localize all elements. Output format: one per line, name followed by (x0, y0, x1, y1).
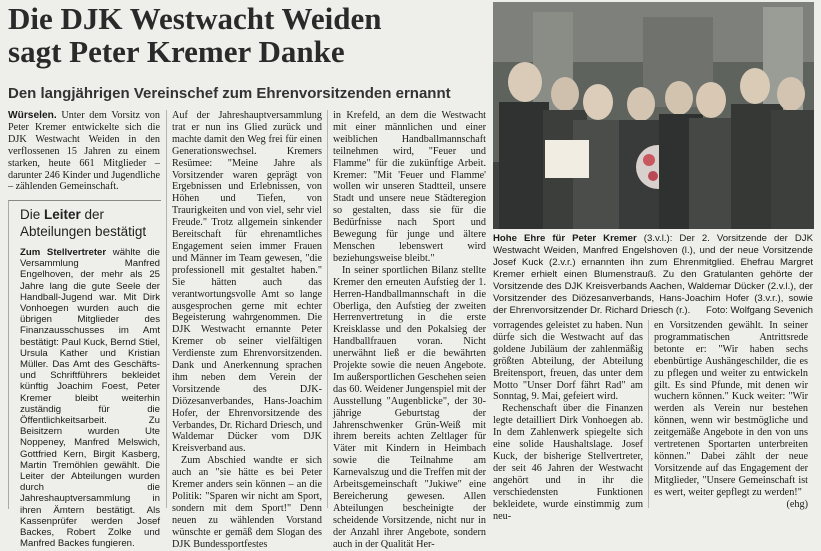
caption-bold: Hohe Ehre für Peter Kremer (493, 233, 637, 244)
paragraph: Rechenschaft über die Finanzen legte detailliert Dirk Vonhoegen ab. In dem Zahlenwerk spiegelte sich eine solide Haushaltslage. Josef Kuck, der bisherige Stellvertreter, der seit 46 Jahren der Westwacht angehört und in ihr die verschiedensten Funktionen bekleidete, wurde einstimmig zum neu- (493, 403, 643, 522)
intro-text: Unter dem Vorsitz von Peter Kremer entwickelte sich die DJK Westwacht Weiden in den verflossenen 15 Jahren zu einem starken, heute 661 Mitglieder – darunter 246 Kinder und Jugendliche – zählenden Gemeinschaft. (8, 110, 160, 193)
paragraph: In seiner sportlichen Bilanz stellte Kremer den erneuten Aufstieg der 1. Herren-Handballmannschaft in die Oberliga, den Aufstieg der zweiten Herrenvertretung in die erste Kreisklasse und den Pokalsieg der Handballfrauen voran. Nicht unerwähnt ließ er die bewährten Projekte sowie die neuen Angebote. Im außersportlichen Geschehen seien das 60. Weidener Jungenspiel mit der Ausstellung "Augenblicke", der 30-jährige Geburtstag der Jahrenschwenker Grün-Weiß mit ihrem bereits achten Zeltlager für Väter mit Kindern in Heimbach sowie die Teilnahme am Karnevalszug und die Treffen mit der Arbeitsgemeinschaft "Jukiwe" eine Bereicherung gewesen. Allen Abteilungen bescheinigte der scheidende Vorsitzende, nicht nur in der Anzahl ihrer Angebote, sondern auch in der Qualität Her- (333, 264, 486, 550)
article-column-3 (333, 110, 486, 550)
dateline: Würselen. (8, 110, 57, 121)
infobox-paragraph (20, 247, 160, 549)
subheadline-bold: Ehrenvorsitzenden (256, 85, 392, 102)
infobox-heading (20, 206, 160, 240)
infobox-heading-before: Die (20, 207, 45, 222)
column-divider (327, 110, 328, 508)
article-column-4 (493, 320, 643, 522)
infobox-text (20, 247, 161, 550)
subheadline-tail: ernannt (391, 85, 451, 102)
headline (8, 2, 478, 68)
article-column-1 (8, 110, 160, 196)
infobox-heading-bold: Leiter (44, 207, 81, 222)
group-photo-illustration (493, 2, 814, 229)
paragraph: en Vorsitzenden gewählt. In seiner programmatischen Antrittsrede betonte er: "Wir haben sechs ebenbürtige Aushängeschilder, die es zu pflegen und weiter zu entwickeln gilt. Es sind Pfunde, mit denen wir wuchern können." Kuck weiter: "Wir werden als Verein nur bestehen können, wenn wir bestmögliche und zeitgemäße Angebote in den von uns vertretenen Sportarten unterbreiten können." Dabei zählt der neue Vorsitzende auf das Engagement der Mitglieder, "Unsere Gemeinschaft ist es wert, weiter gepflegt zu werden!" (654, 320, 808, 498)
paragraph: Auf der Jahreshauptversammlung trat er nun ins Glied zurück und machte damit den Weg frei für einen Generationswechsel. Kremers Resümee: "Meine Jahre als Vorsitzender waren geprägt von Ergebnissen und Erlebnissen, von Höhen und Tiefen, von Traurigkeiten und von viel, sehr viel Freude." Trotz allgemein sinkender Bereitschaft für ehrenamtliches Engagement seien immer Frauen und Männer im Team gewesen, "die professionell mit gestaltet haben." Sie hätten auch das verantwortungsvolle Amt so lange ausgesprochen gerne mit echter Begeisterung wahrgenommen. Die DJK Westwacht ernannte Peter Kremer ob seiner vielfältigen Verdienste zum Ehrenvorsitzenden. Dank und Anerkennung sprachen ihm neben dem Verein der Vorsitzende des DJK-Diözesanverbandes, Hans-Joachim Hofer, der Ehrenvorsitzende des Verbandes, Dr. Richard Driesch, und Waldemar Dücker vom DJK Kreisverband aus. (172, 110, 322, 455)
article-column-5 (654, 320, 808, 508)
group-photo (493, 2, 814, 229)
infobox-body: wählte die Versammlung Manfred Engelhoven, der mehr als 25 Jahre lang die gute Seele der Handball-Jugend war. Mit Dirk Vonhoegen wurden auch die übrigen Mitglieder des Finanzausschusses im Amt bestätigt: Paul Kuck, Bernd Stiel, Ursula Kather und Kristian Müller. Das Amt des Geschäfts- und Schriftführers bekleidet künftig Joachim Foest, Peter Kremer bleibt weiterhin zuständig für die Öffentlichkeitsarbeit. Zu Beisitzern wurden Ute Noppeney, Manfred Melswich, Gottfried Kern, Birgit Kasberg, Martin Tremöhlen gewählt. Die Leiter der Abteilungen wurden durch die Jahreshauptversammlung in ihren Ämtern bestätigt. Als Kassenprüfer werden Josef Backes, Robert Zolke und Manfred Backes fungieren. (20, 247, 161, 550)
paragraph: Zum Abschied wandte er sich auch an "sie hätte es bei Peter Kremer anders sein können – an die Politik: "Sparen wir nicht am Sport, sondern mit dem Sport!" Denn neuen zu wählenden Vorstand wünschte er gemäß dem Slogan des DJK Bundessportfestes (172, 455, 322, 550)
photo-credit: Foto: Wolfgang Sevenich (705, 305, 813, 316)
article-column-2 (172, 110, 322, 550)
paragraph: in Krefeld, an dem die Westwacht mit einer männlichen und einer weiblichen Handballmannschaft teilnehmen wird, "Feuer und Flamme" für die zukünftige Arbeit. Kremer: "Mit 'Feuer und Flamme' wollen wir unseren Stadtteil, unsere Stadt und unsere neue Städteregion so gestalten, dass sie für die Bedürfnisse nach Sport und Bewegung für junge und ältere Menschen lebenswert wird beziehungsweise bleibt." (333, 110, 486, 264)
infobox-lead: Zum Stellvertreter (20, 247, 107, 258)
author-sign: (ehg) (786, 498, 808, 510)
infobox-heading-after: der Abteilungen bestätigt (20, 207, 147, 239)
headline-line-1: Die DJK Westwacht Weiden (8, 1, 382, 36)
caption-paragraph (493, 233, 813, 317)
column-divider (166, 110, 167, 508)
subheadline (8, 85, 488, 103)
headline-line-2: sagt Peter Kremer Danke (8, 34, 345, 69)
article-intro (8, 110, 160, 193)
paragraph: vorragendes geleistet zu haben. Nun dürfe sich die Westwacht auf das goldene Jubiläum der zahlenmäßig größten Abteilung, der Abteilung Breitensport, freuen, das unter dem Motto "Unser Dorf fährt Rad" am Sonntag, 9. Mai, gefeiert wird. (493, 320, 643, 403)
subheadline-text: Den langjährigen Vereinschef zum (8, 85, 257, 102)
caption-text: (3.v.l.): Der 2. Vorsitzende der DJK Westwacht Weiden, Manfred Engelshoven (l.), und der neue Vorsitzende Josef Kuck (2.v.r.) ernannten ihn zum Ehrenmitglied. Ehefrau Margret Kremer erhielt einen Blumenstrauß. Zu den Gratulanten gehörte der Vorsitzende des DJK Kreisverbands Aachen, Waldemar Dücker (2.v.l.), der Vorsitzender des Diözesanverbands, Hans-Joachim Hofer (3.v.r.), sowie der Ehrenvorsitzender Dr. Richard Driesch (r.). (493, 233, 813, 316)
photo-caption (493, 233, 813, 315)
column-divider (648, 320, 649, 508)
